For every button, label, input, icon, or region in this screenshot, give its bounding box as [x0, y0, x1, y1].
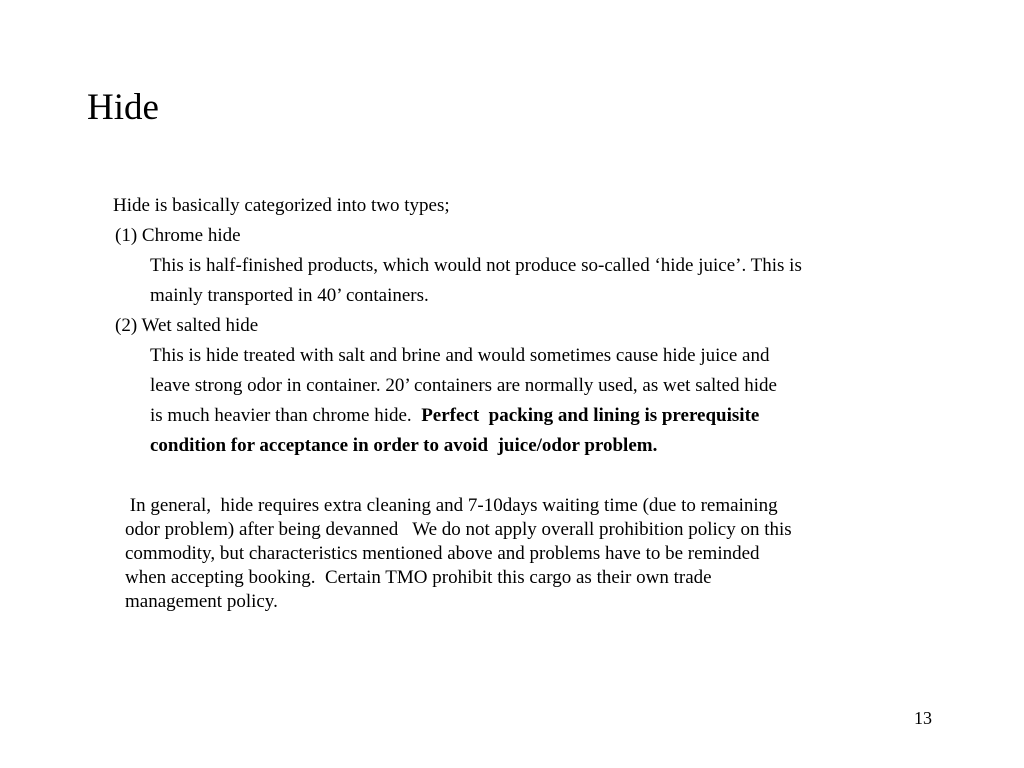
intro-text: Hide is basically categorized into two types; — [113, 195, 450, 216]
general-paragraph — [125, 494, 945, 614]
chrome-hide-heading: (1) Chrome hide — [115, 225, 241, 246]
chrome-hide-line-1: This is half-finished products, which would not produce so-called ‘hide juice’. This is — [150, 255, 802, 276]
slide-title: Hide — [87, 87, 159, 128]
page-number: 13 — [914, 708, 932, 728]
wet-salted-hide-line-1: This is hide treated with salt and brine and would sometimes cause hide juice and — [150, 345, 770, 366]
general-paragraph-line-5: management policy. — [125, 591, 278, 612]
wet-salted-hide-line-3 — [150, 404, 759, 428]
acceptance-condition-bold-1: Perfect packing and lining is prerequisite — [421, 405, 760, 426]
general-paragraph-line-3: commodity, but characteristics mentioned above and problems have to be reminded — [125, 543, 760, 564]
wet-salted-hide-heading: (2) Wet salted hide — [115, 315, 259, 336]
general-paragraph-line-2: odor problem) after being devanned We do not apply overall prohibition policy on this — [125, 519, 792, 540]
chrome-hide-line-2: mainly transported in 40’ containers. — [150, 285, 429, 306]
general-paragraph-line-4: when accepting booking. Certain TMO prohibit this cargo as their own trade — [125, 567, 712, 588]
wet-salted-hide-line-2: leave strong odor in container. 20’ containers are normally used, as wet salted hide — [150, 375, 777, 396]
wet-salted-hide-line-3-text: is much heavier than chrome hide. — [150, 405, 422, 426]
acceptance-condition-bold-2: condition for acceptance in order to avoid juice/odor problem. — [150, 435, 658, 456]
general-paragraph-line-1: In general, hide requires extra cleaning and 7-10days waiting time (due to remaining — [125, 495, 778, 516]
